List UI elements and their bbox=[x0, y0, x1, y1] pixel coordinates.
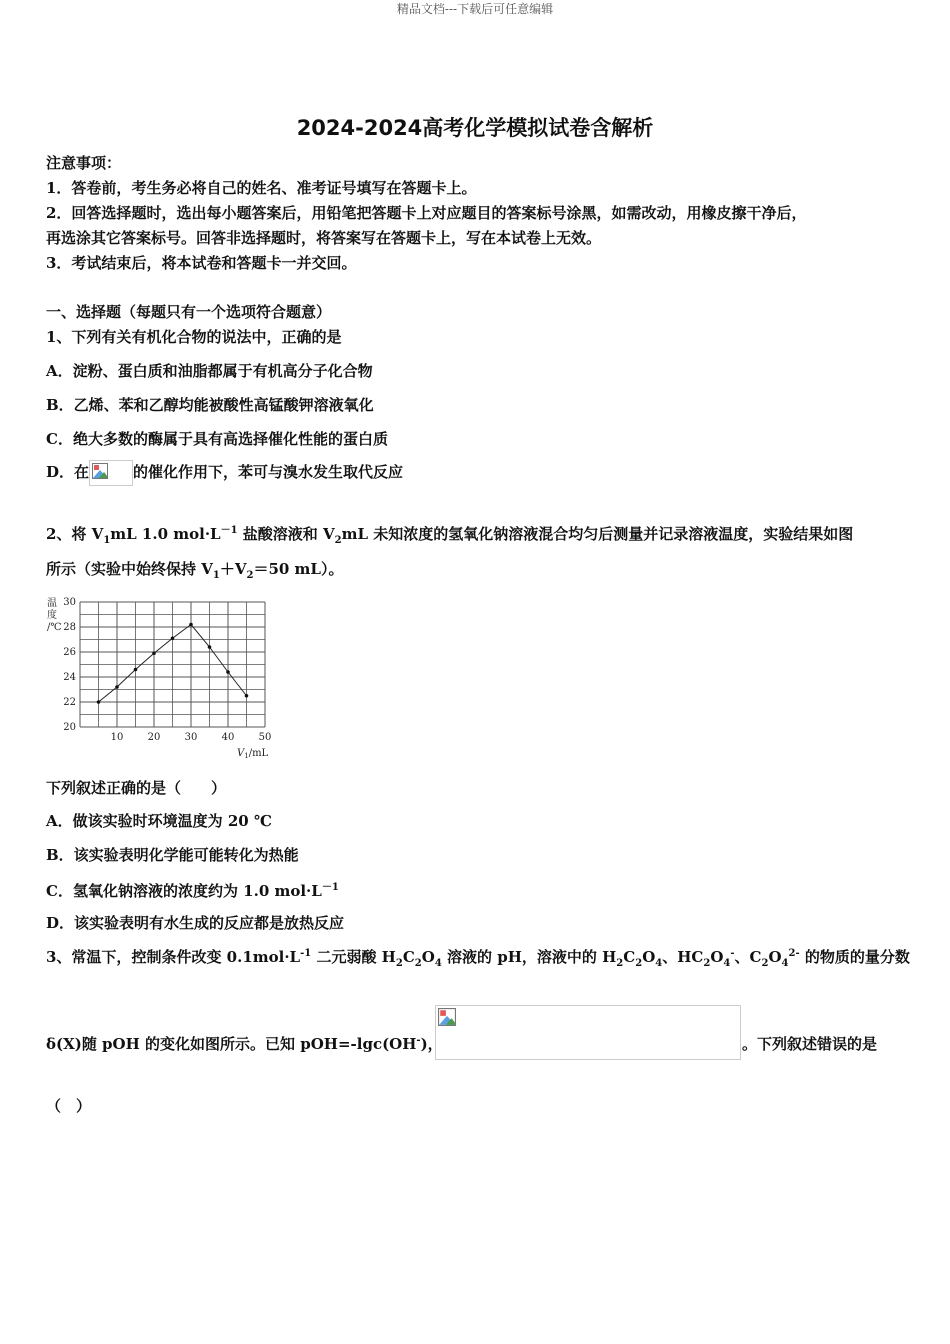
q3-stem-line2-right: 。下列叙述错误的是 bbox=[742, 1035, 878, 1053]
q1-stem: 1、下列有关有机化合物的说法中，正确的是 bbox=[46, 328, 342, 346]
notes-heading: 注意事项： bbox=[46, 154, 122, 172]
x-tick-label: 30 bbox=[184, 732, 198, 743]
note-3: 3．考试结束后，将本试卷和答题卡一并交回。 bbox=[46, 254, 357, 272]
y-axis-label-3: /℃ bbox=[47, 622, 62, 633]
x-axis-label: $V_1/mL$ bbox=[237, 748, 269, 760]
formula-image-placeholder bbox=[435, 1005, 741, 1060]
x-tick-label: 10 bbox=[110, 732, 124, 743]
data-point bbox=[134, 668, 138, 672]
data-point bbox=[152, 651, 156, 655]
broken-image-icon bbox=[92, 463, 108, 479]
y-tick-label: 26 bbox=[63, 647, 76, 658]
q2-ask: 下列叙述正确的是（ ） bbox=[46, 779, 227, 797]
q1-option-c: C．绝大多数的酶属于具有高选择催化性能的蛋白质 bbox=[46, 430, 388, 448]
y-tick-label: 20 bbox=[63, 722, 76, 733]
chart-grid bbox=[80, 602, 265, 727]
data-point bbox=[189, 623, 193, 627]
y-tick-label: 28 bbox=[63, 622, 76, 633]
q3-answer-bracket: （ ） bbox=[46, 1097, 92, 1115]
x-tick-label: 20 bbox=[147, 732, 161, 743]
q3-stem-line1: 3、常温下，控制条件改变 $0.1mol\cdot L^{-1}$ 二元弱酸 $H_2C_2O_4$ 溶液的 pH，溶液中的 $H_2C_2O_4$、$HC_2O_4^-$、$C_2O_4^{2-}$ 的物质的量分数 bbox=[46, 948, 910, 969]
data-point bbox=[171, 636, 175, 640]
enzyme-image-placeholder bbox=[89, 460, 133, 486]
section-heading: 一、选择题（每题只有一个选项符合题意） bbox=[46, 303, 332, 321]
page-title: 2024-2024高考化学模拟试卷含解析 bbox=[296, 116, 654, 140]
note-2b: 再选涂其它答案标号。回答非选择题时，将答案写在答题卡上，写在本试卷上无效。 bbox=[46, 229, 602, 247]
x-tick-label: 40 bbox=[221, 732, 235, 743]
y-tick-label: 22 bbox=[63, 697, 76, 708]
q2-option-d: D．该实验表明有水生成的反应都是放热反应 bbox=[46, 914, 345, 932]
q2-option-b: B．该实验表明化学能可能转化为热能 bbox=[46, 846, 299, 864]
y-axis-label-2: 度 bbox=[47, 610, 57, 621]
q2-option-a: A．做该实验时环境温度为 20 ℃ bbox=[46, 812, 272, 830]
chart-ticks bbox=[63, 597, 271, 743]
q2-stem-line2: 所示（实验中始终保持 $V_1+V_2=50$ mL）。 bbox=[46, 560, 344, 581]
q1-option-b: B．乙烯、苯和乙醇均能被酸性高锰酸钾溶液氧化 bbox=[46, 396, 374, 414]
data-point bbox=[226, 670, 230, 674]
data-point bbox=[115, 685, 119, 689]
data-point bbox=[208, 645, 212, 649]
data-point bbox=[245, 694, 249, 698]
q1-option-d bbox=[46, 460, 403, 486]
q1-option-a: A．淀粉、蛋白质和油脂都属于有机高分子化合物 bbox=[46, 362, 373, 380]
q1-option-d-post: 的催化作用下，苯可与溴水发生取代反应 bbox=[133, 463, 404, 481]
data-point bbox=[97, 700, 101, 704]
y-tick-label: 30 bbox=[63, 597, 76, 608]
x-tick-label: 50 bbox=[258, 732, 272, 743]
q2-option-c: C．氢氧化钠溶液的浓度约为 1.0 $mol\cdot L^{-1}$ bbox=[46, 882, 339, 900]
broken-image-icon bbox=[438, 1008, 456, 1026]
note-2a: 2．回答选择题时，选出每小题答案后，用铅笔把答题卡上对应题目的答案标号涂黑，如需改动，用橡皮擦干净后， bbox=[46, 204, 807, 222]
y-tick-label: 24 bbox=[63, 672, 76, 683]
y-axis-label-1: 温 bbox=[47, 598, 57, 609]
page-header: 精品文档---下载后可任意编辑 bbox=[396, 2, 554, 16]
note-1: 1．答卷前，考生务必将自己的姓名、准考证号填写在答题卡上。 bbox=[46, 179, 477, 197]
q1-option-d-pre: D．在 bbox=[46, 463, 90, 481]
q2-stem-line1: 2、将 $V_1mL$ 1.0 $mol\cdot L^{-1}$ 盐酸溶液和 $V_2mL$ 未知浓度的氢氧化钠溶液混合均匀后测量并记录溶液温度，实验结果如图 bbox=[46, 525, 854, 546]
temperature-chart bbox=[44, 594, 280, 764]
q3-stem-line2-left: δ(X)随 pOH 的变化如图所示。已知 pOH=-lgc(OH-)， bbox=[46, 1035, 443, 1053]
